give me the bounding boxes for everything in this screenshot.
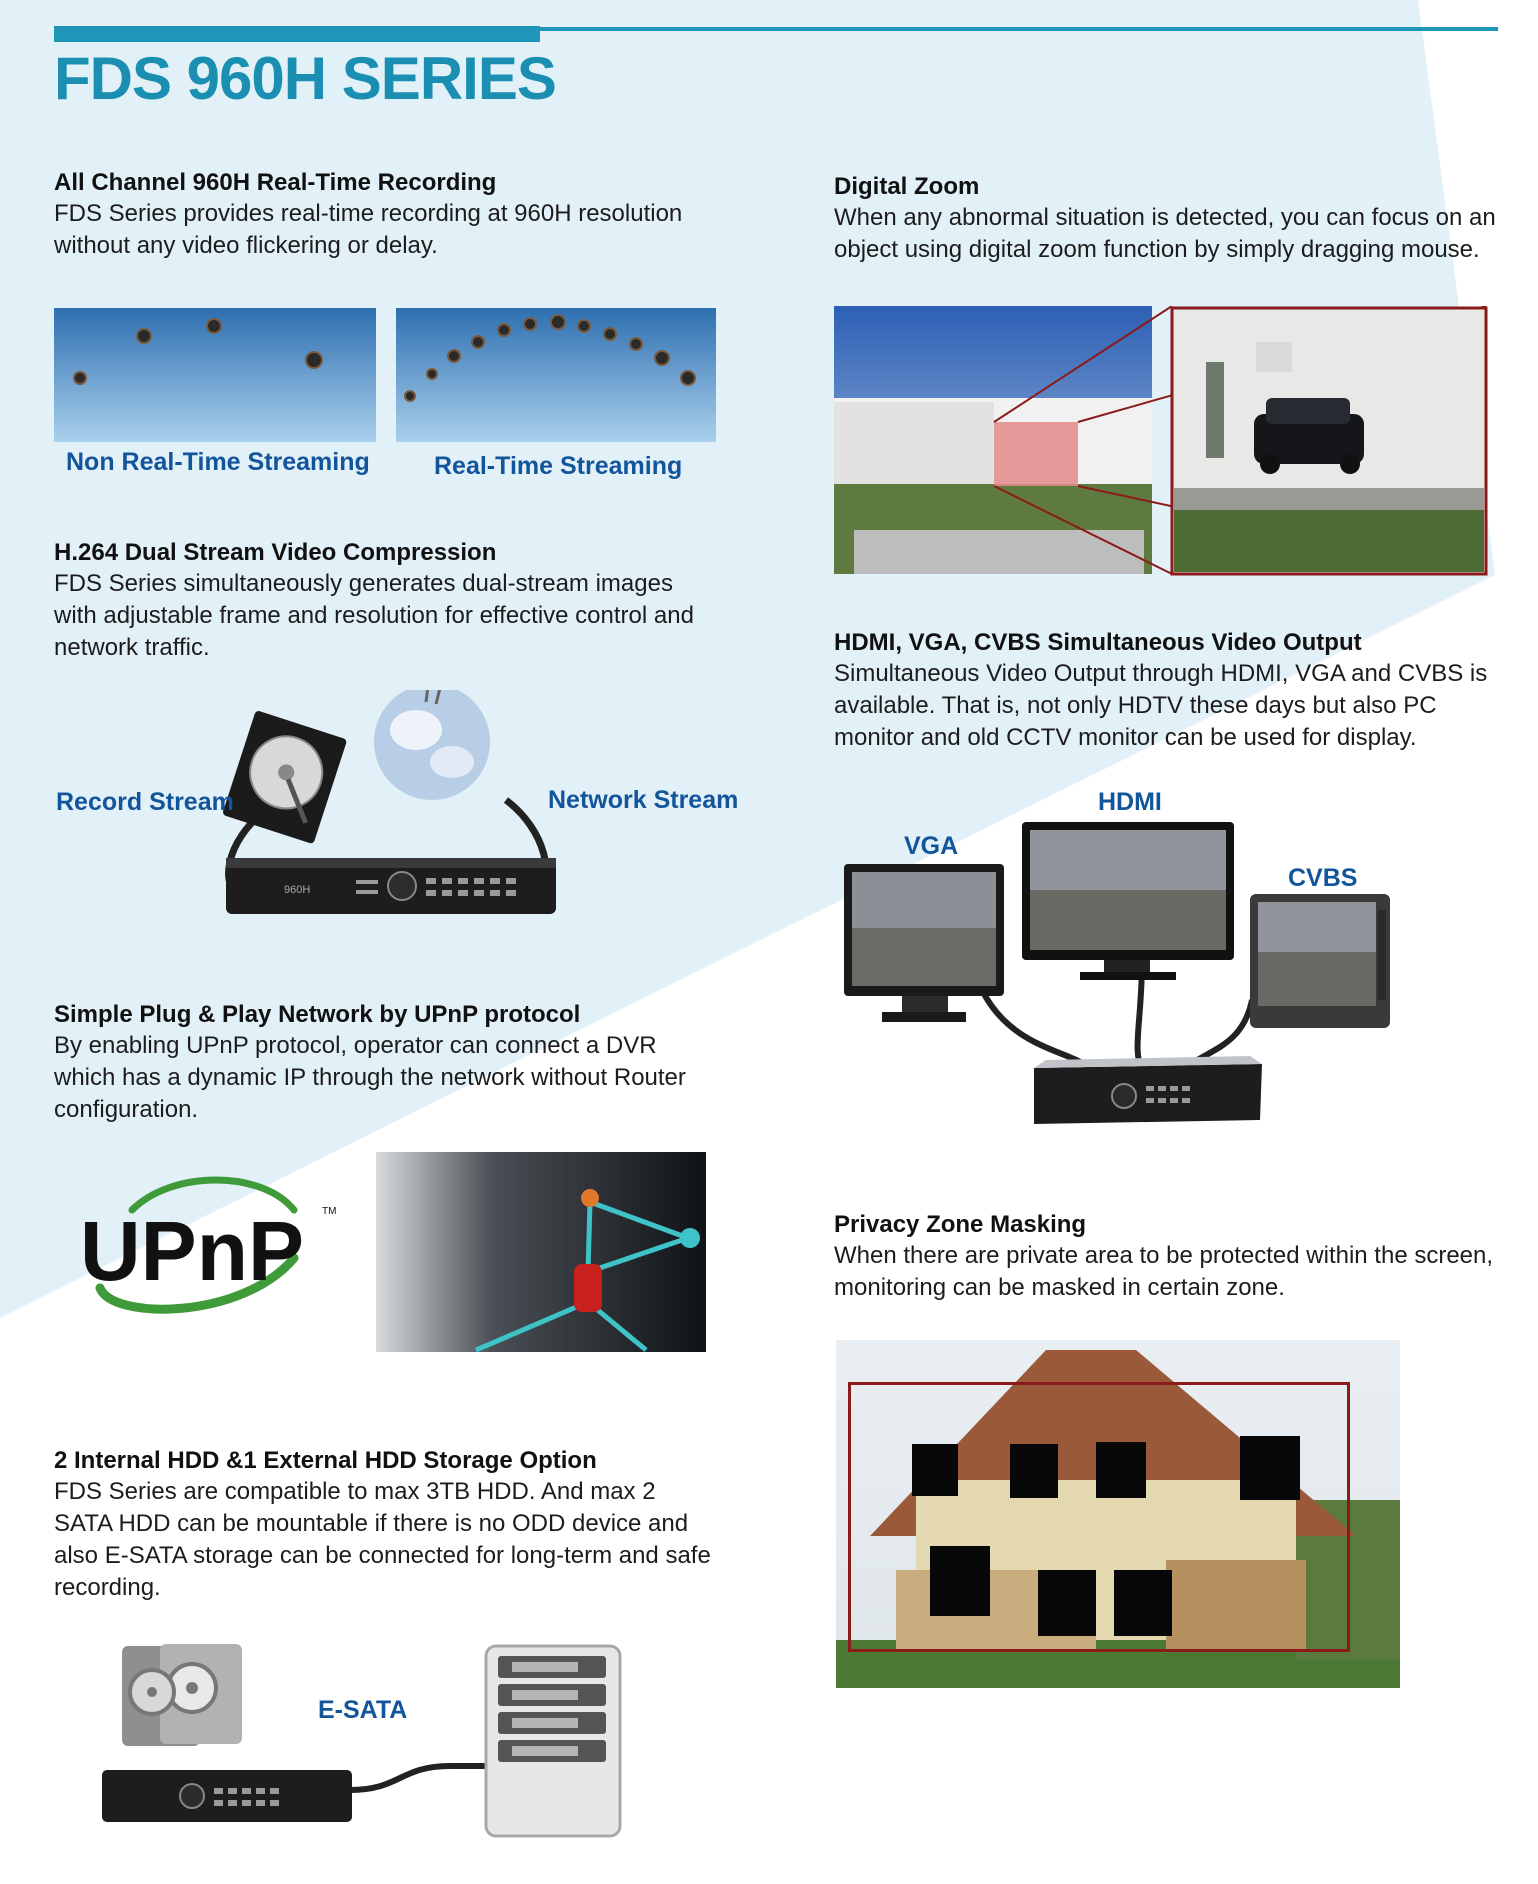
cvbs-label: CVBS: [1288, 864, 1358, 892]
dvr-device-icon: [102, 1770, 352, 1822]
realtime-image: [396, 308, 716, 442]
esata-enclosure-icon: [486, 1646, 620, 1836]
esata-label: E-SATA: [318, 1696, 408, 1724]
cvbs-monitor-icon: [1250, 894, 1390, 1028]
dual-stream-diagram: [206, 690, 566, 930]
globe-icon: [374, 690, 490, 800]
realtime-heading: All Channel 960H Real-Time Recording: [54, 169, 497, 196]
record-stream-label: Record Stream: [56, 788, 234, 816]
dual-stream-heading: H.264 Dual Stream Video Compression: [54, 539, 497, 566]
upnp-body: By enabling UPnP protocol, operator can connect a DVR which has a dynamic IP through the network without Router configuration.: [54, 1032, 686, 1123]
upnp-logo-text: UPnP: [80, 1204, 305, 1298]
upnp-logo-tm: TM: [322, 1206, 337, 1217]
non-realtime-label: Non Real-Time Streaming: [66, 448, 370, 476]
privacy-heading: Privacy Zone Masking: [834, 1211, 1087, 1238]
digital-zoom-image: [834, 306, 1490, 578]
vga-monitor-icon: [844, 864, 1004, 1022]
zoom-body: When any abnormal situation is detected, you can focus on an object using digital zoom function by simply dragging mouse.: [834, 204, 1496, 263]
hdmi-label: HDMI: [1098, 788, 1162, 816]
network-stream-label: Network Stream: [548, 786, 739, 814]
title-bar-accent: [54, 26, 540, 42]
privacy-mask-image: [836, 1340, 1400, 1688]
dvr-device-icon: [1034, 1056, 1262, 1124]
privacy-body: When there are private area to be protected within the screen, monitoring can be masked in certain zone.: [834, 1242, 1494, 1301]
vga-label: VGA: [904, 832, 959, 860]
video-output-body: Simultaneous Video Output through HDMI, VGA and CVBS is available. That is, not only HDTV these days but also PC monitor and old CCTV monitor can be used for display.: [834, 660, 1488, 751]
dual-stream-body: FDS Series simultaneously generates dual-stream images with adjustable frame and resolution for effective control and network traffic.: [54, 570, 694, 661]
hdd-icon: [122, 1644, 242, 1746]
dvr-device-icon: [226, 858, 556, 914]
storage-heading: 2 Internal HDD &1 External HDD Storage Option: [54, 1447, 597, 1474]
privacy-zone-frame: [848, 1382, 1350, 1652]
video-output-heading: HDMI, VGA, CVBS Simultaneous Video Output: [834, 629, 1362, 656]
upnp-heading: Simple Plug & Play Network by UPnP protocol: [54, 1001, 581, 1028]
page-title: FDS 960H SERIES: [54, 45, 556, 112]
dvr-model-label: 960H: [284, 884, 311, 896]
realtime-label: Real-Time Streaming: [434, 452, 683, 480]
upnp-logo: [72, 1170, 342, 1320]
hdmi-monitor-icon: [1022, 822, 1234, 980]
storage-body: FDS Series are compatible to max 3TB HDD. And max 2 SATA HDD can be mountable if there is no ODD device and also E-SATA storage can be connected for long-term and safe recording.: [54, 1478, 711, 1601]
realtime-body: FDS Series provides real-time recording at 960H resolution without any video flickering or delay.: [54, 200, 683, 259]
hard-drive-icon: [222, 710, 347, 844]
storage-diagram: [100, 1640, 640, 1840]
car-icon: [1254, 398, 1364, 474]
title-rule: [540, 27, 1498, 31]
zoom-heading: Digital Zoom: [834, 173, 980, 200]
upnp-network-image: [376, 1152, 706, 1352]
non-realtime-image: [54, 308, 376, 442]
